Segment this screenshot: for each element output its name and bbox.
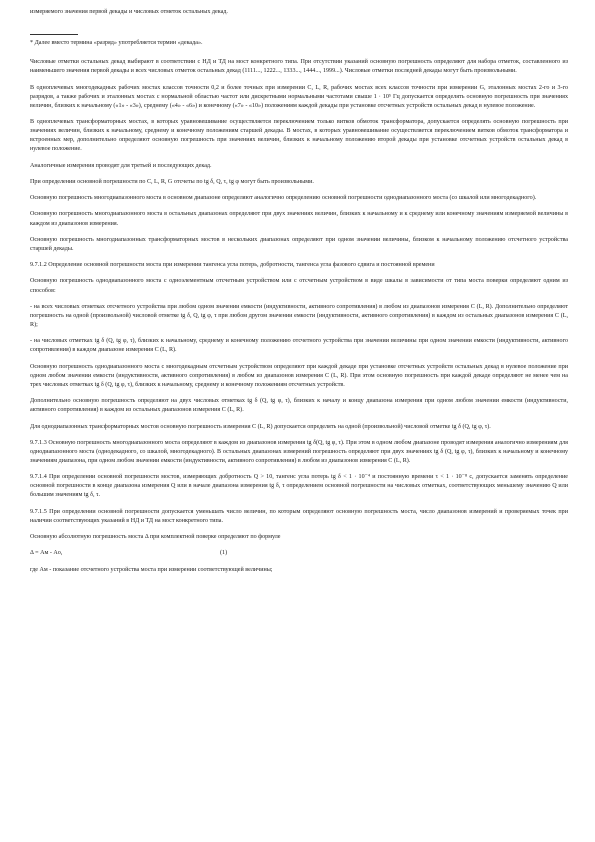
formula-definition: где Aм - показание отсчетного устройства моста при измерении соответствующей величины; — [30, 566, 273, 573]
paragraph-15: Для однодиапазонных трансформаторных мостов основную погрешность измерения C (L, R) допускается определять на одной (произвольной) числовой отметке tg δ (Q, tg φ, τ). — [30, 423, 491, 430]
paragraph-3: В одноплечевых трансформаторных мостах, в которых уравновешивание осуществляется переключением только витков обмоток трансформатора, допускается определять основную погрешность при значениях величин, близких к начальному, среднему и конечному положениям старшей декады. В мостах, в которых уравновешивание осуществляется переключением витков обмоток трансформатора и встроенных мер, дополнительно определяют основную погрешность при значениях величин, близких к начальному положению второй декады при установке отсчетных устройств остальных декад в нулевое положение. — [30, 119, 568, 153]
paragraph-13: Основную погрешность однодиапазонного моста с многодекадным отсчетным устройством определяют при каждой декаде при установке отсчетных устройств остальных декад в нулевое положение при одном любом значении емкости (индуктивности, активного сопротивления) в любом из диапазонов измерения C (L, R). При этом основную погрешность при каждой декаде определяют не менее чем на трех числовых отметках tg δ (Q, tg φ, τ), близких к начальному, среднему и конечному положениям отсчетных устройств. — [30, 363, 568, 388]
formula-number: (1) — [220, 550, 228, 557]
list-item-method-2: - на числовых отметках tg δ (Q, tg φ, τ), близких к начальному, среднему и конечному положению отсчетного устройства при значении величины при одном значении емкости (индуктивности, активного сопротивления) в каждом диапазоне измерения C (L, R). — [30, 338, 568, 354]
paragraph-1: Числовые отметки остальных декад выбирают в соответствии с НД и ТД на мост конкретного типа. При отсутствии указаний основную погрешность определяют для набора отметок, составленного из наименьшего значения первой декады и всех числовых отметок остальных декад (1111..., 1222..., 1333..., 1444..., 1999...). Числовые отметки последней декады могут быть произвольными. — [30, 59, 568, 75]
paragraph-2: В одноплечевых многодекадных рабочих мостах классов точности 0,2 и более точных при измерении C, L, R, рабочих мостах всех классов точности при измерении G, эталонных мостах 2-го и 3-го разрядов, а также рабочих и эталонных мостах с нормальной областью частот или дискретными нормальными частотами свыше 1 · 10⁵ Гц допускается определять основную погрешность при значениях величин, близких к начальному («1» - «3»), среднему («4» - «6») и конечному («7» - «10») положениям каждой декады при установке отсчетных устройств остальных декад в нулевое положение. — [30, 84, 568, 109]
paragraph-5: При определении основной погрешности по C, L, R, G отсчеты по tg δ, Q, τ, tg φ могут быть произвольными. — [30, 178, 314, 185]
section-heading-9-7-1-2: 9.7.1.2 Определение основной погрешности моста при измерении тангенса угла потерь, добротности, тангенса угла фазового сдвига и постоянной времени — [30, 262, 435, 269]
section-9-7-1-5: 9.7.1.5 При определении основной погрешности допускается уменьшать число величин, по которым определяют основную погрешность моста, число диапазонов измерений и проверяемых точек при наличии соответствующих указаний в НД и ТД на мост конкретного типа. — [30, 508, 568, 524]
paragraph-8: Основную погрешность многодиапазонных трансформаторных мостов в нескольких диапазонах определяют при одном значении величины, близком к начальному положению отсчетного устройства старшей декады. — [30, 236, 568, 252]
lead-text: измеряемого значения первой декады и числовых отметок остальных декад. — [30, 9, 228, 15]
list-item-method-1: - на всех числовых отметках отсчетного устройства при любом одном значении емкости (индуктивности, активного сопротивления) в любом из диапазонов измерения C (L, R). Дополнительно определяют погрешность на одной (произвольной) числовой отметке tg δ, Q, tg φ, τ при любом другом значении емкости (индуктивности, активного сопротивления) в каждом из остальных диапазонов измерения C (L, R); — [30, 303, 568, 329]
paragraph-4: Аналогичные измерения проводят для третьей и последующих декад. — [30, 162, 212, 169]
section-9-7-1-3: 9.7.1.3 Основную погрешность многодиапазонного моста определяют в каждом из диапазонов измерения tg δ(Q, tg φ, τ). При этом в одном любом диапазоне проводят измерения аналогично измерениям для однодиапазонного моста (однодекадного, со шкалой, многодекадного). В остальных диапазонах измерений погрешность определяют при двух значениях tg δ (Q, tg φ, τ), близких к начальному и конечному значениям диапазона, при одном любом значении емкости (индуктивности, активного сопротивления) в любом из диапазонов измерения C (L, R). — [30, 439, 568, 464]
formula-intro: Основную абсолютную погрешность моста Δ при комплектной поверке определяют по формуле — [30, 534, 281, 541]
paragraph-14: Дополнительно основную погрешность определяют на двух числовых отметках tg δ (Q, tg φ, τ), близких к началу и концу диапазона измерения при одном любом значении емкости (индуктивности, активного сопротивления) в каждом из остальных диапазонов измерения C (L, R). — [30, 398, 568, 414]
formula-expression: Δ = Aм - Aо, — [30, 550, 63, 557]
footnote-rule — [30, 34, 78, 35]
paragraph-10: Основную погрешность однодиапазонного моста с одноэлементным отсчетным устройством или с отсчетным устройством в виде шкалы в зависимости от типа моста поверки определяют одним из способов: — [30, 278, 568, 294]
footnote: * Далее вместо термина «разряд» употребляется термин «декада». — [30, 40, 203, 47]
document-page — [30, 8, 568, 582]
section-9-7-1-4: 9.7.1.4 При определении основной погрешности мостов, измеряющих добротность Q > 10, тангенс угла потерь tg δ < 1 · 10⁻⁴ и постоянную времени τ < 1 · 10⁻⁸ с, допускается заменять определение основной погрешности в конце диапазона измерения Q или в начале диапазона измерения tg δ, τ определением основной погрешности на числовых отметках, соответствующих меньшему значению Q или большим значениям tg δ, τ. — [30, 474, 568, 499]
paragraph-7: Основную погрешность многодиапазонного моста в остальных диапазонах определяют при двух значениях величин, близких к начальному и к среднему или конечному значениям измеряемой величины в каждом из диапазонов измерения. — [30, 211, 568, 227]
paragraph-6: Основную погрешность многодиапазонного моста в основном диапазоне определяют аналогично определению основной погрешности однодиапазонного моста (со шкалой или многодекадного). — [30, 195, 537, 202]
formula-1 — [30, 549, 568, 558]
